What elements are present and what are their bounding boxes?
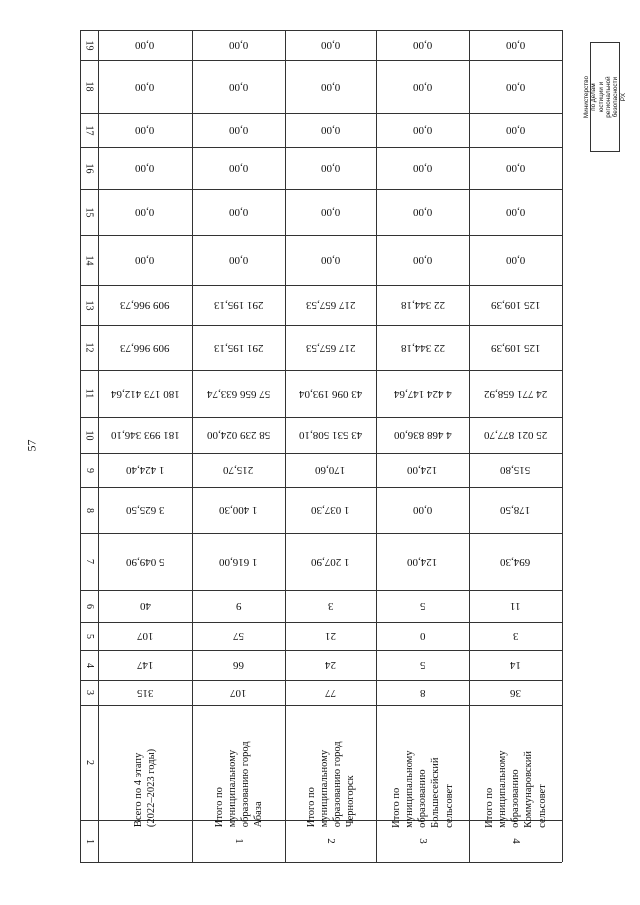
cell-value: 291 195,13: [213, 341, 264, 354]
column-number: [80, 417, 98, 453]
cell-value: 1 037,30: [311, 504, 350, 516]
table-hline: [80, 862, 562, 863]
table-cell: [376, 60, 469, 113]
table-cell: [192, 453, 285, 487]
column-number: [80, 487, 98, 533]
cell-value: 0,00: [135, 206, 155, 218]
table-cell: [469, 487, 562, 533]
cell-value: 24: [325, 659, 336, 671]
table-cell: [98, 533, 192, 590]
cell-value: 0,00: [320, 80, 341, 93]
cell-value: 11: [510, 600, 521, 612]
table-cell: [192, 650, 285, 680]
table-cell: [192, 30, 285, 60]
cell-value: 0,00: [412, 124, 433, 136]
cell-value: 170,60: [315, 464, 346, 476]
table-cell: [469, 60, 562, 113]
cell-value: 8: [419, 686, 426, 699]
cell-value: 0,00: [320, 254, 341, 266]
column-number: [80, 189, 98, 235]
cell-value: 57 656 633,74: [206, 387, 271, 400]
cell-value: 0,00: [135, 39, 155, 51]
table-cell: [376, 622, 469, 650]
table-cell: [285, 285, 376, 325]
table-cell: [98, 325, 192, 370]
row-name-cell: [98, 705, 192, 828]
cell-value: 0,00: [320, 162, 341, 174]
table-cell: [285, 533, 376, 590]
table-cell: [376, 650, 469, 680]
cell-value: 125 109,39: [490, 341, 541, 354]
table-cell: [469, 113, 562, 147]
column-number-text: 2: [83, 760, 95, 765]
cell-value: 215,70: [223, 464, 254, 476]
column-number-text: 7: [83, 559, 95, 564]
cell-value: 0,00: [135, 80, 155, 93]
column-number-text: 4: [83, 662, 95, 668]
row-number: 3: [416, 838, 429, 844]
row-number: 4: [509, 838, 522, 844]
cell-value: 4 424 147,64: [393, 387, 452, 400]
cell-value: 124,00: [407, 555, 438, 568]
column-number: [80, 650, 98, 680]
cell-value: 77: [325, 686, 336, 699]
column-number-text: 12: [83, 342, 95, 353]
cell-value: 25 021 877,70: [483, 429, 548, 441]
cell-value: 0,00: [505, 124, 526, 136]
table-cell: [285, 60, 376, 113]
table-cell: [469, 30, 562, 60]
cell-value: 0,00: [228, 39, 249, 51]
table-cell: [285, 30, 376, 60]
column-number: [80, 147, 98, 189]
table-cell: [376, 30, 469, 60]
cell-value: 36: [510, 686, 521, 699]
cell-value: 57: [233, 630, 244, 642]
table-cell: [98, 650, 192, 680]
cell-value: 0,00: [320, 39, 341, 51]
cell-value: 909 966,73: [120, 341, 170, 354]
cell-value: 180 173 412,64: [110, 387, 180, 400]
cell-value: 181 993 346,10: [110, 429, 180, 441]
table-cell: [98, 235, 192, 285]
column-number: [80, 453, 98, 487]
table-cell: [98, 60, 192, 113]
cell-value: 43 096 193,04: [298, 387, 363, 400]
column-number: [80, 325, 98, 370]
table-cell: [376, 325, 469, 370]
page-number: 57: [24, 439, 39, 452]
table-cell: [192, 189, 285, 235]
table-cell: [469, 417, 562, 453]
table-cell: [376, 590, 469, 622]
table-cell: [376, 285, 469, 325]
column-number: [80, 533, 98, 590]
table-cell: [285, 650, 376, 680]
cell-value: 0,00: [505, 39, 526, 51]
table-cell: [98, 622, 192, 650]
cell-value: 66: [233, 659, 244, 671]
table-cell: [192, 113, 285, 147]
table-cell: [192, 235, 285, 285]
cell-value: 1 207,90: [311, 555, 350, 568]
table-cell: [98, 113, 192, 147]
column-number-text: 14: [83, 255, 95, 265]
row-number: 2: [324, 838, 337, 844]
table-cell: [469, 453, 562, 487]
row-name-cell: [469, 705, 562, 828]
table-cell: [376, 533, 469, 590]
cell-value: 0,00: [505, 162, 526, 174]
table-cell: [376, 453, 469, 487]
cell-value: 1 400,30: [219, 504, 258, 516]
row-name: Итого по муниципальному образованию город Черногорск: [305, 741, 356, 828]
cell-value: 0,00: [320, 206, 341, 218]
table-cell: [98, 453, 192, 487]
cell-value: 315: [136, 686, 154, 699]
cell-value: 0,00: [412, 39, 433, 51]
column-number-text: 13: [83, 300, 95, 310]
cell-value: 694,30: [500, 555, 531, 568]
cell-value: 0,00: [228, 206, 249, 218]
cell-value: 5: [419, 600, 426, 612]
cell-value: 0,00: [228, 124, 249, 136]
cell-value: 0,00: [228, 254, 249, 266]
table-cell: [192, 60, 285, 113]
table-cell: [469, 622, 562, 650]
table-cell: [469, 533, 562, 590]
cell-value: 14: [510, 659, 521, 671]
cell-value: 0,00: [135, 162, 155, 174]
cell-value: 0,00: [412, 162, 433, 174]
cell-value: 124,00: [407, 464, 438, 476]
table-cell: [285, 235, 376, 285]
table-cell: [285, 113, 376, 147]
table-cell: [469, 285, 562, 325]
table-cell: [98, 370, 192, 417]
cell-value: 0,00: [412, 80, 433, 93]
column-number-text: 5: [83, 633, 95, 639]
cell-value: 0,00: [412, 254, 433, 266]
table-cell: [285, 189, 376, 235]
table-cell: [98, 30, 192, 60]
row-number-cell: [285, 820, 376, 862]
row-number-cell: [376, 820, 469, 862]
table-cell: [285, 487, 376, 533]
cell-value: 0,00: [228, 80, 249, 93]
column-number-text: 8: [83, 507, 95, 513]
column-number-text: 17: [83, 125, 95, 135]
table-cell: [192, 417, 285, 453]
cell-value: 0,00: [505, 80, 526, 93]
row-number: 1: [232, 838, 245, 844]
cell-value: 147: [136, 659, 154, 671]
row-number-cell: [98, 820, 192, 862]
column-number-text: 10: [83, 430, 95, 440]
cell-value: 291 195,13: [213, 299, 264, 311]
row-name-cell: [376, 705, 469, 828]
column-number-text: 19: [83, 40, 95, 50]
column-number: [80, 680, 98, 705]
table-cell: [192, 370, 285, 417]
column-number: [80, 30, 98, 60]
column-number-text: 3: [83, 690, 95, 695]
table-cell: [192, 533, 285, 590]
table-cell: [98, 590, 192, 622]
cell-value: 22 344,18: [400, 341, 445, 354]
cell-value: 40: [139, 600, 151, 612]
cell-value: 24 771 658,92: [483, 387, 548, 400]
cell-value: 3 625,50: [125, 504, 165, 516]
table-cell: [285, 590, 376, 622]
cell-value: 5 049,90: [125, 555, 165, 568]
cell-value: 0: [419, 630, 426, 642]
table-cell: [192, 487, 285, 533]
table-cell: [469, 370, 562, 417]
table-cell: [98, 487, 192, 533]
row-name-cell: [285, 705, 376, 828]
row-number-cell: [469, 820, 562, 862]
cell-value: 107: [230, 686, 247, 699]
cell-value: 1 616,00: [219, 555, 258, 568]
table-cell: [469, 590, 562, 622]
row-name: Итого по муниципальному образованию город Абаза: [213, 741, 264, 828]
cell-value: 178,50: [500, 504, 531, 516]
cell-value: 43 531 508,10: [298, 429, 363, 441]
column-number-text: 9: [83, 467, 95, 473]
cell-value: 0,00: [505, 254, 526, 266]
cell-value: 21: [325, 630, 336, 642]
cell-value: 5: [419, 659, 426, 671]
cell-value: 1 424,40: [125, 464, 165, 476]
table-cell: [376, 113, 469, 147]
table-cell: [469, 235, 562, 285]
column-number: [80, 113, 98, 147]
table-cell: [469, 147, 562, 189]
table-cell: [376, 370, 469, 417]
table-cell: [376, 487, 469, 533]
cell-value: 0,00: [135, 254, 155, 266]
cell-value: 4 468 836,00: [393, 429, 452, 441]
table-cell: [376, 147, 469, 189]
column-number: [80, 820, 98, 862]
column-number-text: 18: [83, 81, 95, 92]
column-number-text: 15: [83, 207, 95, 217]
table-cell: [285, 417, 376, 453]
cell-value: 0,00: [135, 124, 155, 136]
row-name: Итого по муниципальному образованию Большесейский сельсовет: [390, 750, 455, 828]
table-cell: [192, 622, 285, 650]
cell-value: 3: [327, 600, 334, 612]
column-number: [80, 590, 98, 622]
cell-value: 0,00: [412, 504, 433, 516]
table-cell: [376, 235, 469, 285]
row-number-cell: [192, 820, 285, 862]
row-name: Всего по 4 этапу (2022–2023 годы): [132, 749, 157, 828]
column-number: [80, 60, 98, 113]
table-cell: [285, 325, 376, 370]
table-cell: [469, 650, 562, 680]
table-cell: [285, 453, 376, 487]
column-number-text: 1: [83, 838, 95, 844]
cell-value: 107: [136, 630, 154, 642]
table-cell: [98, 147, 192, 189]
table-cell: [376, 417, 469, 453]
table-cell: [192, 285, 285, 325]
table-cell: [192, 325, 285, 370]
table-cell: [192, 147, 285, 189]
cell-value: 217 657,53: [305, 341, 356, 354]
column-number: [80, 705, 98, 820]
cell-value: 58 239 024,00: [206, 429, 271, 441]
table-cell: [469, 189, 562, 235]
data-table: [80, 30, 562, 862]
column-number: [80, 235, 98, 285]
cell-value: 0,00: [320, 124, 341, 136]
table-vline: [562, 30, 563, 862]
column-number-text: 16: [83, 163, 95, 173]
cell-value: 3: [512, 630, 519, 642]
table-cell: [285, 370, 376, 417]
table-cell: [469, 325, 562, 370]
cell-value: 909 966,73: [120, 299, 170, 311]
cell-value: 0,00: [412, 206, 433, 218]
column-number: [80, 285, 98, 325]
column-number: [80, 622, 98, 650]
registry-stamp: [582, 42, 627, 152]
cell-value: 22 344,18: [400, 299, 445, 311]
table-cell: [98, 189, 192, 235]
row-name: Итого по муниципальному образованию Коммунаровский сельсовет: [483, 750, 548, 828]
table-cell: [285, 622, 376, 650]
column-number: [80, 370, 98, 417]
cell-value: 0,00: [505, 206, 526, 218]
cell-value: 515,80: [500, 464, 531, 476]
column-number-text: 6: [83, 603, 95, 609]
table-cell: [98, 417, 192, 453]
table-cell: [98, 285, 192, 325]
cell-value: 9: [235, 600, 242, 612]
stamp-text: Министерство по делам юстиции и региональной безопасности РХ: [582, 75, 627, 119]
cell-value: 0,00: [228, 162, 249, 174]
cell-value: 125 109,39: [490, 299, 541, 311]
table-cell: [285, 147, 376, 189]
cell-value: 217 657,53: [305, 299, 356, 311]
row-name-cell: [192, 705, 285, 828]
column-number-text: 11: [83, 388, 95, 399]
table-cell: [192, 590, 285, 622]
table-cell: [376, 189, 469, 235]
